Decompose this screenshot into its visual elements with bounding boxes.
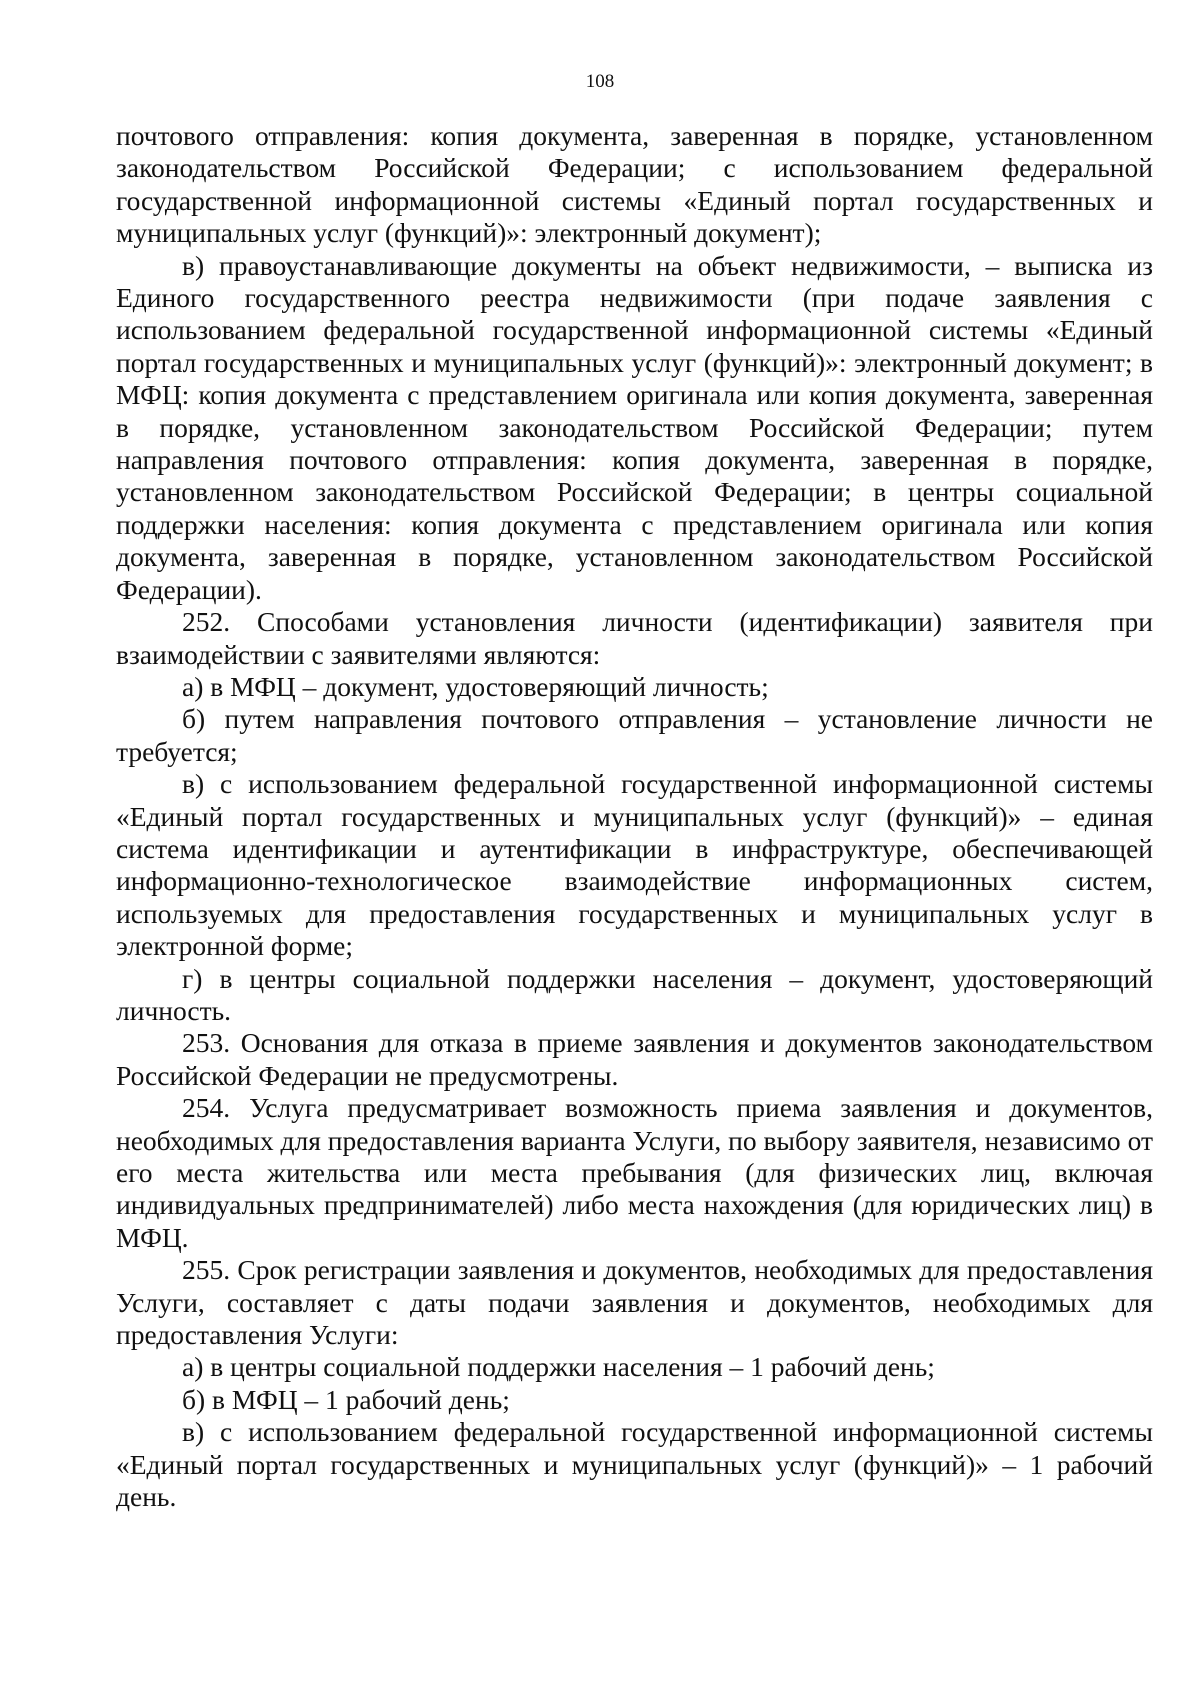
paragraph-252-v: в) с использованием федеральной государственной информационной системы «Единый портал государственных и муниципальных услуг (функций)» – единая система идентификации и аутентификации в инфраструктуре, обеспечивающей информационно-технологическое взаимодействие информационных систем, используемых для предоставления государственных и муниципальных услуг в электронной форме;: [116, 768, 1153, 962]
paragraph-255: 255. Срок регистрации заявления и документов, необходимых для предоставления Услуги, составляет с даты подачи заявления и документов, необходимых для предоставления Услуги:: [116, 1254, 1153, 1351]
paragraph-254: 254. Услуга предусматривает возможность приема заявления и документов, необходимых для предоставления варианта Услуги, по выбору заявителя, независимо от его места жительства или места пребывания (для физических лиц, включая индивидуальных предпринимателей) либо места нахождения (для юридических лиц) в МФЦ.: [116, 1092, 1153, 1253]
paragraph-item-v-title-documents: в) правоустанавливающие документы на объект недвижимости, – выписка из Единого государственного реестра недвижимости (при подаче заявления с использованием федеральной государственной информационной системы «Единый портал государственных и муниципальных услуг (функций)»: электронный документ; в МФЦ: копия документа с представлением оригинала или копия документа, заверенная в порядке, установленном законодательством Российской Федерации; путем направления почтового отправления: копия документа, заверенная в порядке, установленном законодательством Российской Федерации; в центры социальной поддержки населения: копия документа с представлением оригинала или копия документа, заверенная в порядке, установленном законодательством Российской Федерации).: [116, 249, 1153, 605]
paragraph-253: 253. Основания для отказа в приеме заявления и документов законодательством Российской Федерации не предусмотрены.: [116, 1027, 1153, 1091]
paragraph-continuation: почтового отправления: копия документа, заверенная в порядке, установленном законодательством Российской Федерации; с использованием федеральной государственной информационной системы «Единый портал государственных и муниципальных услуг (функций)»: электронный документ);: [116, 120, 1153, 249]
paragraph-252-a: а) в МФЦ – документ, удостоверяющий личность;: [182, 670, 769, 702]
paragraph-252-b: б) путем направления почтового отправления – установление личности не требуется;: [116, 703, 1153, 767]
paragraph-255-a: а) в центры социальной поддержки населения – 1 рабочий день;: [182, 1351, 935, 1383]
page-number: 108: [585, 71, 615, 92]
document-body: [116, 120, 1153, 1513]
paragraph-255-v: в) с использованием федеральной государственной информационной системы «Единый портал государственных и муниципальных услуг (функций)» – 1 рабочий день.: [116, 1416, 1153, 1513]
paragraph-252-g: г) в центры социальной поддержки населения – документ, удостоверяющий личность.: [116, 962, 1153, 1026]
paragraph-252: 252. Способами установления личности (идентификации) заявителя при взаимодействии с заявителями являются:: [116, 606, 1153, 670]
paragraph-255-b: б) в МФЦ – 1 рабочий день;: [182, 1383, 510, 1415]
